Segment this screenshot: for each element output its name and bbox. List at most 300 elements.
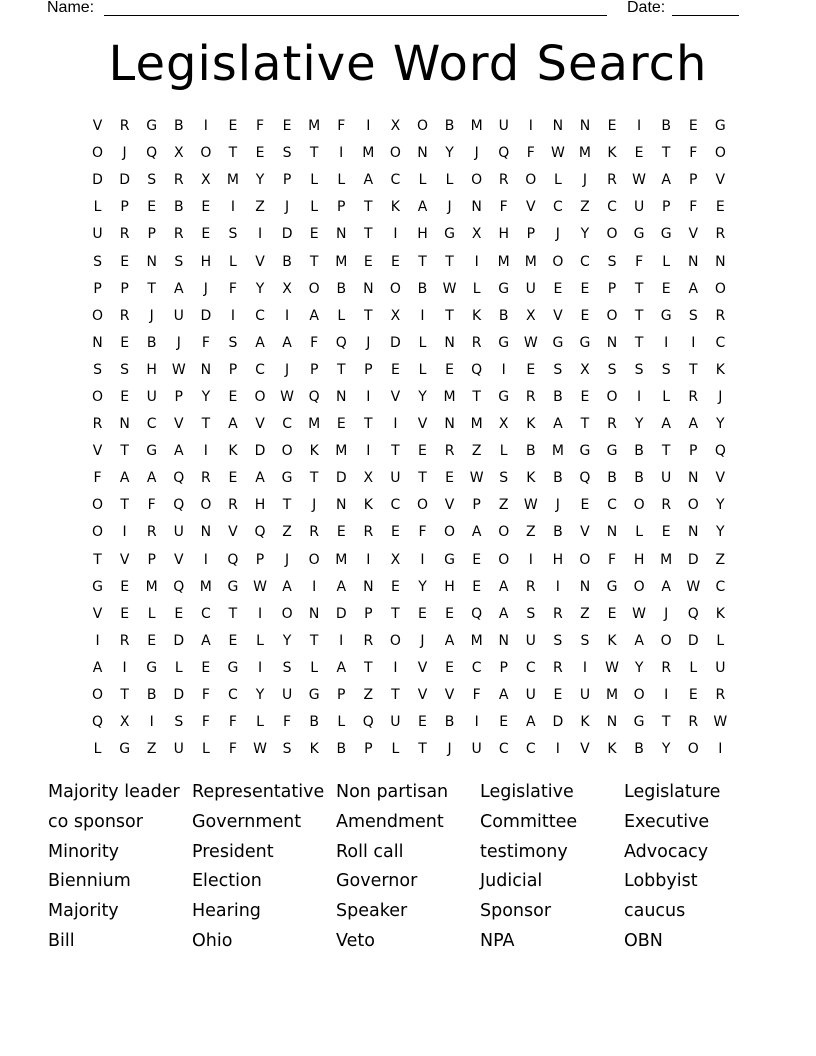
grid-letter[interactable]: S xyxy=(93,361,102,378)
grid-letter[interactable]: K xyxy=(715,605,725,622)
grid-letter[interactable]: M xyxy=(578,145,591,162)
grid-letter[interactable]: E xyxy=(201,199,211,216)
grid-letter[interactable]: I xyxy=(637,388,642,405)
grid-letter[interactable]: U xyxy=(579,687,591,704)
grid-letter[interactable]: N xyxy=(417,145,428,162)
grid-letter[interactable]: R xyxy=(173,172,184,189)
grid-letter[interactable]: G xyxy=(92,578,103,595)
grid-letter[interactable]: C xyxy=(580,253,590,270)
grid-letter[interactable]: L xyxy=(445,172,454,189)
grid-letter[interactable]: E xyxy=(499,714,509,731)
grid-letter[interactable]: E xyxy=(120,578,130,595)
grid-letter[interactable]: W xyxy=(280,388,294,405)
grid-letter[interactable]: A xyxy=(688,280,699,297)
grid-letter[interactable]: Z xyxy=(255,199,265,216)
grid-letter[interactable]: A xyxy=(498,687,509,704)
grid-letter[interactable]: R xyxy=(173,226,184,243)
grid-letter[interactable]: J xyxy=(555,497,560,514)
grid-letter[interactable]: L xyxy=(256,714,264,731)
grid-letter[interactable]: Q xyxy=(173,578,185,595)
grid-letter[interactable]: E xyxy=(607,605,617,622)
grid-letter[interactable]: Z xyxy=(282,524,292,541)
grid-letter[interactable]: A xyxy=(282,578,292,595)
grid-letter[interactable]: D xyxy=(552,714,564,731)
grid-letter[interactable]: D xyxy=(200,307,212,324)
grid-letter[interactable]: T xyxy=(364,659,373,676)
grid-letter[interactable]: C xyxy=(200,605,211,622)
grid-letter[interactable]: T xyxy=(580,416,590,433)
grid-letter[interactable]: M xyxy=(470,632,483,649)
grid-letter[interactable]: H xyxy=(254,497,266,514)
grid-letter[interactable]: D xyxy=(254,443,266,460)
grid-letter[interactable]: E xyxy=(282,118,292,135)
grid-letter[interactable]: A xyxy=(498,605,509,622)
grid-letter[interactable]: B xyxy=(173,199,184,216)
grid-letter[interactable]: L xyxy=(310,659,319,676)
grid-letter[interactable]: U xyxy=(173,307,184,324)
grid-letter[interactable]: A xyxy=(661,172,671,189)
grid-letter[interactable]: N xyxy=(444,334,455,351)
grid-letter[interactable]: O xyxy=(633,687,645,704)
grid-letter[interactable]: F xyxy=(607,551,617,568)
grid-letter[interactable]: C xyxy=(715,334,726,351)
grid-letter[interactable]: P xyxy=(661,199,671,216)
grid-letter[interactable]: A xyxy=(201,632,211,649)
grid-letter[interactable]: K xyxy=(363,497,373,514)
grid-letter[interactable]: G xyxy=(227,659,239,676)
grid-letter[interactable]: P xyxy=(337,687,346,704)
grid-letter[interactable]: L xyxy=(418,172,427,189)
grid-letter[interactable]: W xyxy=(713,714,728,731)
grid-letter[interactable]: W xyxy=(523,497,538,514)
grid-letter[interactable]: F xyxy=(228,741,237,758)
grid-letter[interactable]: B xyxy=(336,741,347,758)
grid-letter[interactable]: R xyxy=(715,226,726,243)
grid-letter[interactable]: H xyxy=(444,578,455,595)
grid-letter[interactable]: L xyxy=(635,524,643,541)
grid-letter[interactable]: O xyxy=(92,145,104,162)
grid-letter[interactable]: E xyxy=(120,334,130,351)
grid-letter[interactable]: S xyxy=(228,226,238,243)
grid-letter[interactable]: O xyxy=(92,524,104,541)
grid-letter[interactable]: N xyxy=(146,253,157,270)
date-blank-line[interactable] xyxy=(672,15,739,16)
grid-letter[interactable]: E xyxy=(418,605,427,622)
grid-letter[interactable]: G xyxy=(552,334,564,351)
grid-letter[interactable]: R xyxy=(200,470,211,487)
grid-letter[interactable]: U xyxy=(146,388,157,405)
grid-letter[interactable]: E xyxy=(390,253,400,270)
grid-letter[interactable]: M xyxy=(660,551,673,568)
grid-letter[interactable]: I xyxy=(122,659,127,676)
grid-letter[interactable]: Y xyxy=(445,145,454,162)
grid-letter[interactable]: X xyxy=(390,118,401,135)
grid-letter[interactable]: Y xyxy=(661,741,671,758)
grid-letter[interactable]: E xyxy=(336,524,346,541)
grid-letter[interactable]: A xyxy=(282,334,292,351)
grid-letter[interactable]: R xyxy=(119,226,130,243)
grid-letter[interactable]: U xyxy=(390,714,401,731)
grid-letter[interactable]: Y xyxy=(634,659,644,676)
grid-letter[interactable]: P xyxy=(147,226,156,243)
grid-letter[interactable]: R xyxy=(498,172,509,189)
grid-letter[interactable]: E xyxy=(445,470,454,487)
grid-letter[interactable]: I xyxy=(393,226,398,243)
grid-letter[interactable]: T xyxy=(93,551,102,568)
grid-letter[interactable]: S xyxy=(661,361,671,378)
grid-letter[interactable]: T xyxy=(418,470,427,487)
grid-letter[interactable]: X xyxy=(201,172,211,189)
grid-letter[interactable]: T xyxy=(661,443,671,460)
grid-letter[interactable]: M xyxy=(335,443,348,460)
grid-letter[interactable]: O xyxy=(308,280,320,297)
grid-letter[interactable]: H xyxy=(498,226,509,243)
grid-letter[interactable]: E xyxy=(553,280,563,297)
grid-letter[interactable]: D xyxy=(281,226,293,243)
grid-letter[interactable]: F xyxy=(201,714,210,731)
grid-letter[interactable]: O xyxy=(416,118,428,135)
grid-letter[interactable]: P xyxy=(526,226,536,243)
grid-letter[interactable]: T xyxy=(418,253,427,270)
grid-letter[interactable]: P xyxy=(364,605,373,622)
grid-letter[interactable]: C xyxy=(607,497,617,514)
grid-letter[interactable]: W xyxy=(605,659,619,676)
grid-letter[interactable]: T xyxy=(661,714,671,731)
grid-letter[interactable]: P xyxy=(337,199,346,216)
grid-letter[interactable]: L xyxy=(256,632,264,649)
grid-letter[interactable]: Q xyxy=(498,145,510,162)
grid-letter[interactable]: K xyxy=(607,741,617,758)
grid-letter[interactable]: J xyxy=(474,145,479,162)
grid-letter[interactable]: X xyxy=(390,307,401,324)
grid-letter[interactable]: E xyxy=(418,443,427,460)
grid-letter[interactable]: I xyxy=(582,659,588,676)
grid-letter[interactable]: X xyxy=(173,145,184,162)
grid-letter[interactable]: E xyxy=(174,605,184,622)
grid-letter[interactable]: B xyxy=(444,118,455,135)
grid-letter[interactable]: I xyxy=(664,334,669,351)
grid-letter[interactable]: T xyxy=(309,145,319,162)
grid-letter[interactable]: T xyxy=(661,145,671,162)
grid-letter[interactable]: T xyxy=(472,388,481,405)
grid-letter[interactable]: S xyxy=(174,253,184,270)
grid-letter[interactable]: J xyxy=(447,199,452,216)
grid-letter[interactable]: V xyxy=(526,199,536,216)
grid-letter[interactable]: Q xyxy=(92,714,104,731)
grid-letter[interactable]: K xyxy=(580,714,590,731)
grid-letter[interactable]: E xyxy=(309,226,319,243)
grid-letter[interactable]: O xyxy=(606,307,618,324)
grid-letter[interactable]: K xyxy=(607,145,617,162)
grid-letter[interactable]: T xyxy=(309,253,319,270)
grid-letter[interactable]: K xyxy=(526,416,536,433)
grid-letter[interactable]: T xyxy=(688,361,698,378)
grid-letter[interactable]: F xyxy=(472,687,481,704)
grid-letter[interactable]: O xyxy=(471,172,483,189)
grid-letter[interactable]: Q xyxy=(335,334,347,351)
grid-letter[interactable]: I xyxy=(203,118,208,135)
grid-letter[interactable]: B xyxy=(498,307,509,324)
grid-letter[interactable]: L xyxy=(418,361,427,378)
grid-letter[interactable]: X xyxy=(282,280,292,297)
grid-letter[interactable]: O xyxy=(525,172,537,189)
grid-letter[interactable]: V xyxy=(553,307,563,324)
grid-letter[interactable]: E xyxy=(445,605,454,622)
grid-letter[interactable]: N xyxy=(336,388,347,405)
grid-letter[interactable]: I xyxy=(312,578,317,595)
grid-letter[interactable]: A xyxy=(363,172,374,189)
grid-letter[interactable]: Y xyxy=(255,172,265,189)
grid-letter[interactable]: N xyxy=(444,416,455,433)
grid-letter[interactable]: T xyxy=(228,605,238,622)
grid-letter[interactable]: O xyxy=(552,253,564,270)
grid-letter[interactable]: T xyxy=(120,497,129,514)
grid-letter[interactable]: I xyxy=(501,361,506,378)
grid-letter[interactable]: Y xyxy=(282,632,292,649)
grid-letter[interactable]: S xyxy=(499,470,509,487)
grid-letter[interactable]: M xyxy=(470,118,483,135)
grid-letter[interactable]: E xyxy=(445,659,454,676)
grid-letter[interactable]: X xyxy=(525,307,536,324)
grid-letter[interactable]: Z xyxy=(146,741,157,758)
grid-letter[interactable]: B xyxy=(282,253,292,270)
grid-letter[interactable]: C xyxy=(146,416,157,433)
grid-letter[interactable]: P xyxy=(689,172,698,189)
grid-letter[interactable]: P xyxy=(120,199,129,216)
grid-letter[interactable]: B xyxy=(634,470,644,487)
grid-letter[interactable]: R xyxy=(146,524,157,541)
grid-letter[interactable]: S xyxy=(282,741,292,758)
grid-letter[interactable]: F xyxy=(255,118,265,135)
grid-letter[interactable]: T xyxy=(228,145,238,162)
grid-letter[interactable]: O xyxy=(660,632,672,649)
grid-letter[interactable]: F xyxy=(526,145,535,162)
grid-letter[interactable]: R xyxy=(471,334,482,351)
grid-letter[interactable]: R xyxy=(525,578,536,595)
grid-letter[interactable]: V xyxy=(255,416,265,433)
grid-letter[interactable]: G xyxy=(606,578,618,595)
grid-letter[interactable]: A xyxy=(417,199,428,216)
grid-letter[interactable]: D xyxy=(687,632,699,649)
grid-letter[interactable]: R xyxy=(661,659,672,676)
grid-letter[interactable]: B xyxy=(553,470,563,487)
grid-letter[interactable]: M xyxy=(335,253,348,270)
grid-letter[interactable]: R xyxy=(607,416,617,433)
grid-letter[interactable]: K xyxy=(526,470,536,487)
grid-letter[interactable]: E xyxy=(390,524,400,541)
grid-letter[interactable]: L xyxy=(553,172,562,189)
grid-letter[interactable]: Z xyxy=(471,443,482,460)
grid-letter[interactable]: T xyxy=(336,361,346,378)
grid-letter[interactable]: N xyxy=(363,578,374,595)
grid-letter[interactable]: I xyxy=(257,226,263,243)
grid-letter[interactable]: L xyxy=(472,280,481,297)
grid-letter[interactable]: P xyxy=(174,388,183,405)
grid-letter[interactable]: R xyxy=(715,687,726,704)
grid-letter[interactable]: E xyxy=(580,388,590,405)
grid-letter[interactable]: Q xyxy=(687,605,699,622)
grid-letter[interactable]: T xyxy=(201,416,211,433)
grid-letter[interactable]: E xyxy=(201,226,211,243)
grid-letter[interactable]: G xyxy=(119,741,131,758)
grid-letter[interactable]: V xyxy=(444,497,455,514)
grid-letter[interactable]: S xyxy=(553,632,563,649)
grid-letter[interactable]: R xyxy=(119,632,130,649)
grid-letter[interactable]: M xyxy=(443,388,456,405)
grid-letter[interactable]: Y xyxy=(418,388,427,405)
grid-letter[interactable]: M xyxy=(551,443,564,460)
grid-letter[interactable]: T xyxy=(634,280,644,297)
grid-letter[interactable]: R xyxy=(661,497,672,514)
grid-letter[interactable]: B xyxy=(634,741,644,758)
grid-letter[interactable]: G xyxy=(633,714,645,731)
grid-letter[interactable]: L xyxy=(716,632,725,649)
grid-letter[interactable]: P xyxy=(364,741,373,758)
grid-letter[interactable]: X xyxy=(390,551,401,568)
grid-letter[interactable]: N xyxy=(336,226,347,243)
grid-letter[interactable]: L xyxy=(201,741,210,758)
grid-letter[interactable]: P xyxy=(607,280,617,297)
grid-letter[interactable]: U xyxy=(173,524,184,541)
grid-letter[interactable]: N xyxy=(498,632,509,649)
grid-letter[interactable]: C xyxy=(390,497,401,514)
grid-letter[interactable]: O xyxy=(254,388,266,405)
grid-letter[interactable]: T xyxy=(309,632,319,649)
grid-letter[interactable]: A xyxy=(119,470,130,487)
grid-letter[interactable]: G xyxy=(579,443,591,460)
grid-letter[interactable]: E xyxy=(580,497,590,514)
grid-letter[interactable]: F xyxy=(635,253,644,270)
grid-letter[interactable]: I xyxy=(691,334,696,351)
grid-letter[interactable]: I xyxy=(230,199,235,216)
grid-letter[interactable]: U xyxy=(173,741,184,758)
grid-letter[interactable]: O xyxy=(389,280,401,297)
grid-letter[interactable]: J xyxy=(664,605,669,622)
grid-letter[interactable]: F xyxy=(201,687,210,704)
grid-letter[interactable]: L xyxy=(310,199,319,216)
grid-letter[interactable]: D xyxy=(390,334,401,351)
grid-letter[interactable]: H xyxy=(552,551,564,568)
grid-letter[interactable]: A xyxy=(336,578,347,595)
grid-letter[interactable]: L xyxy=(391,741,400,758)
grid-letter[interactable]: N xyxy=(688,253,699,270)
grid-letter[interactable]: T xyxy=(391,687,400,704)
grid-letter[interactable]: S xyxy=(688,307,698,324)
grid-letter[interactable]: B xyxy=(607,470,617,487)
grid-letter[interactable]: F xyxy=(499,199,508,216)
grid-letter[interactable]: S xyxy=(228,334,238,351)
grid-letter[interactable]: V xyxy=(417,687,428,704)
grid-letter[interactable]: I xyxy=(339,145,344,162)
grid-letter[interactable]: K xyxy=(309,443,319,460)
grid-letter[interactable]: E xyxy=(336,416,346,433)
grid-letter[interactable]: O xyxy=(92,307,104,324)
grid-letter[interactable]: E xyxy=(688,118,698,135)
grid-letter[interactable]: Y xyxy=(418,578,427,595)
grid-letter[interactable]: I xyxy=(474,253,479,270)
grid-letter[interactable]: B xyxy=(146,687,157,704)
grid-letter[interactable]: M xyxy=(308,416,321,433)
grid-letter[interactable]: U xyxy=(281,687,293,704)
grid-letter[interactable]: C xyxy=(498,741,509,758)
grid-letter[interactable]: N xyxy=(363,280,374,297)
grid-letter[interactable]: U xyxy=(525,280,536,297)
grid-letter[interactable]: V xyxy=(92,605,103,622)
grid-letter[interactable]: O xyxy=(687,497,699,514)
grid-letter[interactable]: R xyxy=(525,388,536,405)
grid-letter[interactable]: N xyxy=(552,118,564,135)
grid-letter[interactable]: S xyxy=(634,361,644,378)
grid-letter[interactable]: M xyxy=(226,172,239,189)
grid-letter[interactable]: A xyxy=(444,632,455,649)
grid-letter[interactable]: V xyxy=(580,741,590,758)
grid-letter[interactable]: I xyxy=(230,307,235,324)
grid-letter[interactable]: R xyxy=(688,714,699,731)
grid-letter[interactable]: U xyxy=(92,226,103,243)
grid-letter[interactable]: L xyxy=(689,659,698,676)
grid-letter[interactable]: G xyxy=(498,334,510,351)
grid-letter[interactable]: N xyxy=(579,578,591,595)
grid-letter[interactable]: L xyxy=(337,307,346,324)
grid-letter[interactable]: M xyxy=(199,578,212,595)
grid-letter[interactable]: I xyxy=(339,632,344,649)
grid-letter[interactable]: S xyxy=(282,659,292,676)
grid-letter[interactable]: V xyxy=(715,470,726,487)
grid-letter[interactable]: W xyxy=(550,145,565,162)
grid-letter[interactable]: E xyxy=(201,659,211,676)
grid-letter[interactable]: G xyxy=(444,226,455,243)
grid-letter[interactable]: T xyxy=(364,226,373,243)
grid-letter[interactable]: R xyxy=(309,524,320,541)
grid-letter[interactable]: Q xyxy=(173,470,185,487)
grid-letter[interactable]: B xyxy=(146,334,157,351)
grid-letter[interactable]: R xyxy=(553,605,563,622)
grid-letter[interactable]: R xyxy=(92,416,103,433)
grid-letter[interactable]: N xyxy=(579,118,591,135)
grid-letter[interactable]: G xyxy=(444,551,455,568)
grid-letter[interactable]: O xyxy=(498,524,510,541)
grid-letter[interactable]: O xyxy=(444,524,456,541)
grid-letter[interactable]: R xyxy=(228,497,238,514)
grid-letter[interactable]: I xyxy=(637,118,642,135)
grid-letter[interactable]: Z xyxy=(715,551,726,568)
grid-letter[interactable]: N xyxy=(471,199,482,216)
grid-letter[interactable]: I xyxy=(285,307,290,324)
grid-letter[interactable]: T xyxy=(445,307,454,324)
grid-letter[interactable]: I xyxy=(555,741,560,758)
grid-letter[interactable]: Q xyxy=(362,714,374,731)
grid-letter[interactable]: A xyxy=(146,470,157,487)
grid-letter[interactable]: O xyxy=(92,687,104,704)
grid-letter[interactable]: K xyxy=(472,307,482,324)
grid-letter[interactable]: C xyxy=(552,199,563,216)
grid-letter[interactable]: E xyxy=(580,307,590,324)
grid-letter[interactable]: P xyxy=(472,497,481,514)
grid-letter[interactable]: X xyxy=(363,470,374,487)
grid-letter[interactable]: I xyxy=(366,551,371,568)
grid-letter[interactable]: U xyxy=(498,118,509,135)
grid-letter[interactable]: W xyxy=(632,605,647,622)
grid-letter[interactable]: Q xyxy=(308,388,320,405)
grid-letter[interactable]: K xyxy=(390,199,400,216)
grid-letter[interactable]: V xyxy=(444,687,455,704)
grid-letter[interactable]: Z xyxy=(363,687,374,704)
grid-letter[interactable]: P xyxy=(255,551,265,568)
grid-letter[interactable]: U xyxy=(525,632,536,649)
grid-letter[interactable]: N xyxy=(688,524,699,541)
grid-letter[interactable]: Y xyxy=(716,524,725,541)
grid-letter[interactable]: F xyxy=(310,334,319,351)
